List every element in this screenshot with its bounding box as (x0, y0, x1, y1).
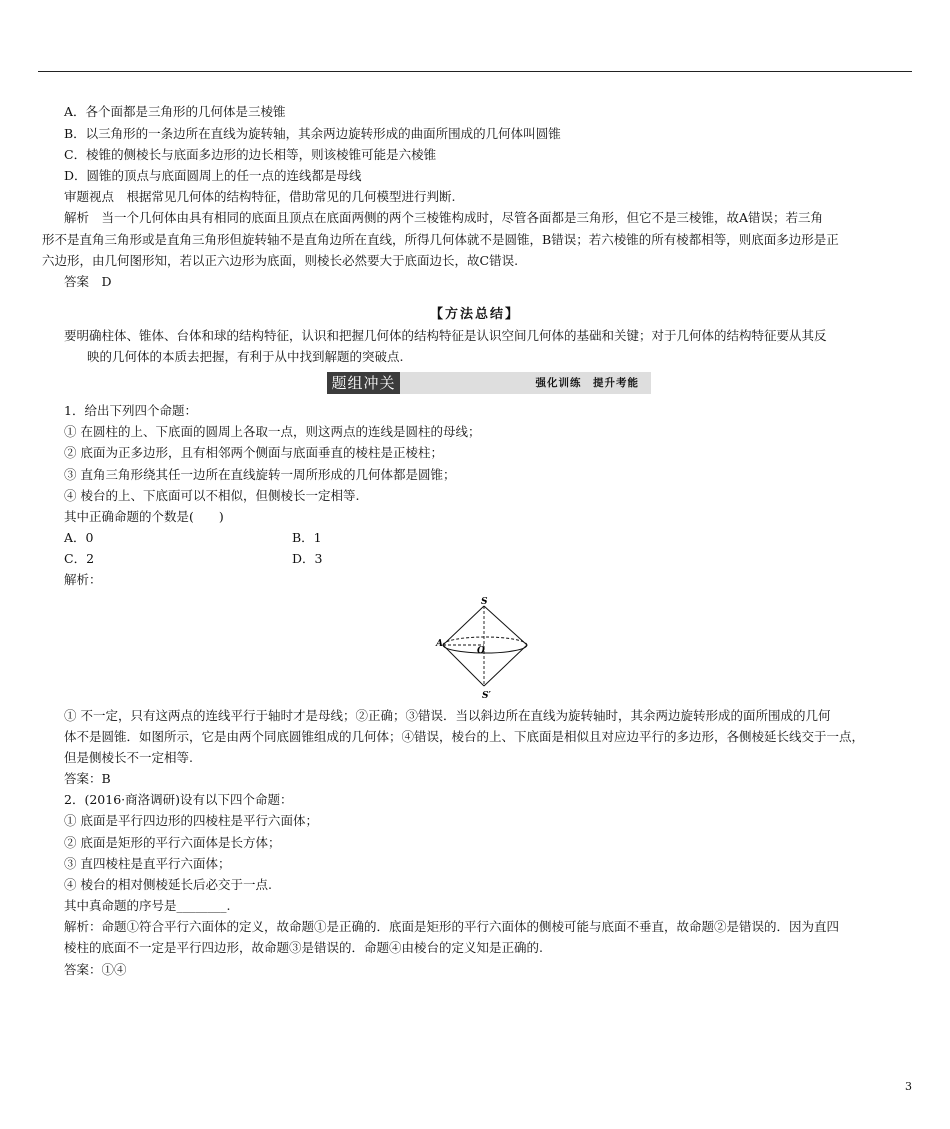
q1-answer: 答案：B (64, 771, 111, 786)
q2-answer: 答案：①④ (64, 962, 127, 977)
q1-stem: 1．给出下列四个命题： (64, 403, 197, 418)
q1-analysis-label: 解析： (64, 572, 102, 587)
option-d: D．圆锥的顶点与底面圆周上的任一点的连线都是母线 (64, 168, 362, 183)
banner-subtitle: 强化训练 提升考能 (535, 377, 639, 389)
review-viewpoint: 审题视点 根据常见几何体的结构特征，借助常见的几何模型进行判断. (64, 189, 456, 204)
q2-analysis-line: 解析：命题①符合平行六面体的定义，故命题①是正确的．底面是矩形的平行六面体的侧棱可能与底面不垂直，故命题②是错误的．因为直四 (64, 919, 840, 934)
label-a: A (436, 639, 443, 649)
answer: 答案 D (64, 274, 112, 289)
q1-prop: ③ 直角三角形绕其任一边所在直线旋转一周所形成的几何体都是圆锥； (64, 467, 456, 482)
analysis-line: 解析 当一个几何体由具有相同的底面且顶点在底面两侧的两个三棱锥构成时，尽管各面都是三角形，但它不是三棱锥，故A错误；若三角 (64, 210, 824, 225)
analysis-line: 形不是直角三角形或是直角三角形但旋转轴不是直角边所在直线，所得几何体就不是圆锥，B错误；若六棱锥的所有棱都相等，则底面多边形是正 (42, 232, 839, 247)
base-ellipse-front (443, 645, 527, 653)
method-summary-line: 要明确柱体、锥体、台体和球的结构特征，认识和把握几何体的结构特征是认识空间几何体的基础和关键；对于几何体的结构特征要从其反 (64, 328, 827, 343)
q2-stem: 2．(2016·商洛调研)设有以下四个命题： (64, 792, 293, 807)
q1-option-d: D．3 (292, 551, 323, 566)
banner-title: 题组冲关 (327, 372, 400, 394)
q1-analysis-line: 但是侧棱长不一定相等. (64, 750, 193, 765)
base-ellipse-back (443, 637, 527, 645)
section-banner (327, 372, 651, 394)
cone-edge (484, 606, 527, 645)
q2-analysis-line: 棱柱的底面不一定是平行四边形，故命题③是错误的．命题④由棱台的定义知是正确的. (64, 940, 543, 955)
q1-option-c: C．2 (64, 551, 95, 566)
q1-option-a: A．0 (64, 530, 94, 545)
q1-prop: ① 在圆柱的上、下底面的圆周上各取一点，则这两点的连线是圆柱的母线； (64, 424, 481, 439)
q1-prop: ④ 棱台的上、下底面可以不相似，但侧棱长一定相等. (64, 488, 360, 503)
label-s: S (481, 597, 488, 607)
label-s-prime: S′ (482, 691, 491, 701)
analysis-line: 六边形，由几何图形知，若以正六边形为底面，则棱长必然要大于底面边长，故C错误. (42, 253, 519, 268)
q1-analysis-line: ① 不一定，只有这两点的连线平行于轴时才是母线；②正确；③错误．当以斜边所在直线为旋转轴时，其余两边旋转形成的面所围成的几何 (64, 708, 831, 723)
cone-edge (484, 645, 527, 686)
q2-prop: ③ 直四棱柱是直平行六面体； (64, 856, 231, 871)
q2-prop: ② 底面是矩形的平行六面体是长方体； (64, 835, 281, 850)
q1-analysis-line: 体不是圆锥．如图所示，它是由两个同底圆锥组成的几何体；④错误，棱台的上、下底面是相似且对应边平行的多边形，各侧棱延长线交于一点， (64, 729, 865, 744)
header-rule (38, 71, 912, 72)
q1-prop: ② 底面为正多边形，且有相邻两个侧面与底面垂直的棱柱是正棱柱； (64, 445, 443, 460)
q2-prop: ④ 棱台的相对侧棱延长后必交于一点. (64, 877, 272, 892)
method-summary-title: 【方法总结】 (429, 307, 520, 322)
double-cone-svg (432, 594, 536, 704)
page-number: 3 (905, 1080, 912, 1093)
q2-ask: 其中真命题的序号是________. (64, 898, 231, 913)
q1-ask: 其中正确命题的个数是( ) (64, 509, 224, 524)
cone-edge (443, 606, 484, 645)
option-a: A．各个面都是三角形的几何体是三棱锥 (64, 104, 286, 119)
q1-option-b: B．1 (292, 530, 322, 545)
option-c: C．棱锥的侧棱长与底面多边形的边长相等，则该棱锥可能是六棱锥 (64, 147, 437, 162)
label-o: O (477, 646, 485, 656)
double-cone-figure (432, 594, 536, 704)
option-b: B．以三角形的一条边所在直线为旋转轴，其余两边旋转形成的曲面所围成的几何体叫圆锥 (64, 126, 561, 141)
q2-prop: ① 底面是平行四边形的四棱柱是平行六面体； (64, 813, 318, 828)
method-summary-line: 映的几何体的本质去把握，有利于从中找到解题的突破点. (87, 349, 404, 364)
